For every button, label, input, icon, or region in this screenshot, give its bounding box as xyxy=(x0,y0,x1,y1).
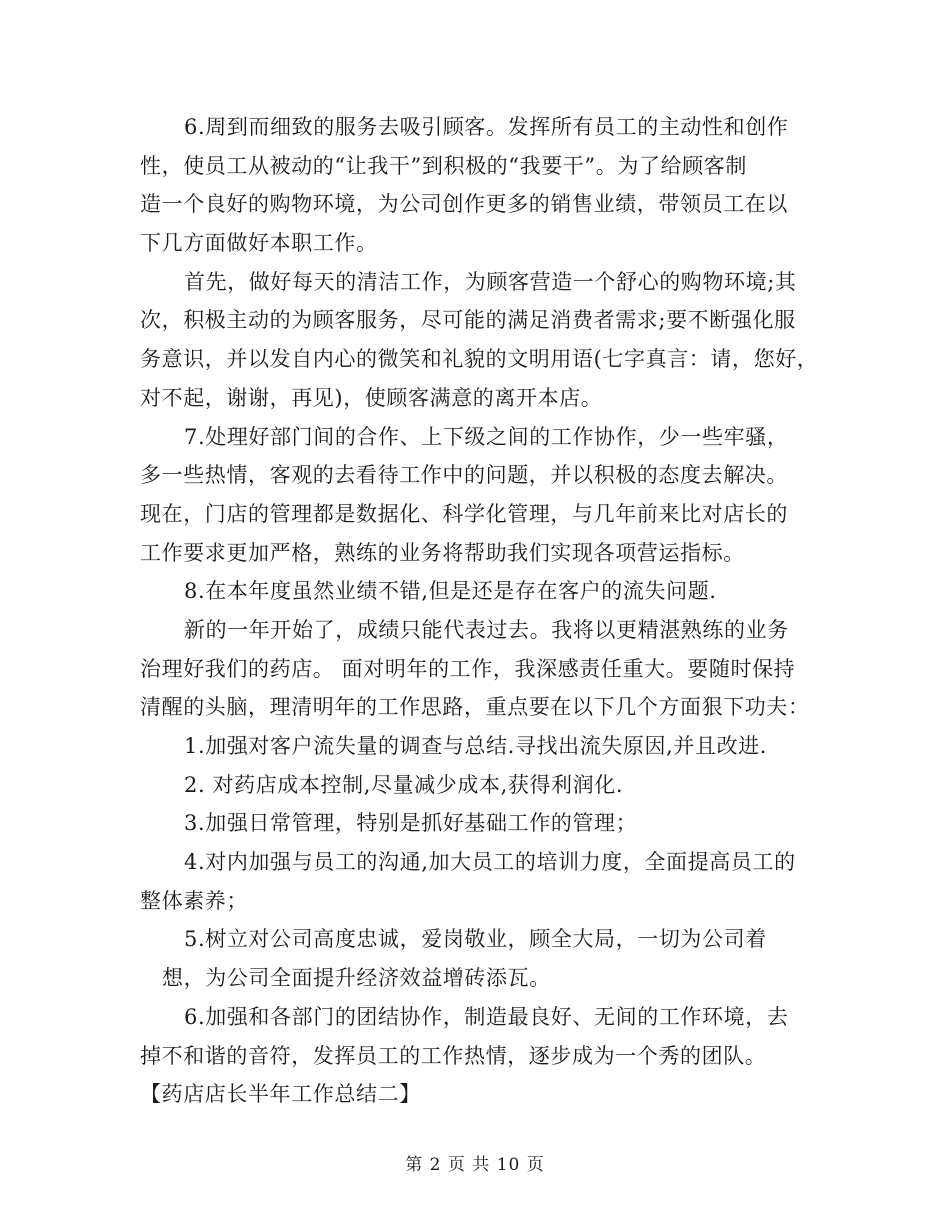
text-line: 首先，做好每天的清洁工作，为顾客营造一个舒心的购物环境;其 xyxy=(184,269,797,294)
text-line: 现在，门店的管理都是数据化、科学化管理，与几年前来比对店长的 xyxy=(140,501,788,526)
text-line: 性，使员工从被动的“让我干”到积极的“我要干”。为了给顾客制 xyxy=(140,153,747,178)
text-line: 治理好我们的药店。 面对明年的工作，我深感责任重大。要随时保持 xyxy=(140,656,796,681)
text-line: 7.处理好部门间的合作、上下级之间的工作协作，少一些牢骚， xyxy=(184,424,789,449)
list-item: 3.加强日常管理，特别是抓好基础工作的管理； xyxy=(184,811,638,836)
text-line: 6.周到而细致的服务去吸引顾客。发挥所有员工的主动性和创作 xyxy=(184,115,789,139)
text-line: 8.在本年度虽然业绩不错,但是还是存在客户的流失问题. xyxy=(184,579,717,604)
list-item: 1.加强对客户流失量的调查与总结.寻找出流失原因,并且改进. xyxy=(184,734,768,758)
text-line: 对不起，谢谢，再见)，使顾客满意的离开本店。 xyxy=(140,385,603,410)
text-line: 整体素养； xyxy=(140,888,248,913)
list-item: 6.加强和各部门的团结协作，制造最良好、无间的工作环境，去 xyxy=(184,1004,789,1029)
text-line: 多一些热情，客观的去看待工作中的问题，并以积极的态度去解决。 xyxy=(140,463,788,488)
text-line: 次，积极主动的为顾客服务，尽可能的满足消费者需求;要不断强化服 xyxy=(140,308,796,333)
section-heading: 【药店店长半年工作总结二】 xyxy=(140,1082,421,1107)
text-line: 清醒的头脑，理清明年的工作思路，重点要在以下几个方面狠下功夫： xyxy=(140,695,810,720)
page-number: 第 2 页 共 10 页 xyxy=(405,1155,545,1175)
text-line: 工作要求更加严格，熟练的业务将帮助我们实现各项营运指标。 xyxy=(140,540,745,565)
text-line: 新的一年开始了，成绩只能代表过去。我将以更精湛熟练的业务 xyxy=(184,617,789,642)
list-item: 5.树立对公司高度忠诚，爱岗敬业，顾全大局，一切为公司着 xyxy=(184,927,767,952)
text-line: 掉不和谐的音符，发挥员工的工作热情，逐步成为一个秀的团队。 xyxy=(140,1043,767,1068)
text-line: 想，为公司全面提升经济效益增砖添瓦。 xyxy=(162,966,551,991)
text-line: 下几方面做好本职工作。 xyxy=(140,231,378,256)
list-item: 2. 对药店成本控制,尽量减少成本,获得利润化. xyxy=(184,772,624,797)
document-body xyxy=(140,108,820,1114)
text-line: 务意识，并以发自内心的微笑和礼貌的文明用语(七字真言：请，您好， xyxy=(140,347,819,372)
list-item: 4.对内加强与员工的沟通,加大员工的培训力度，全面提高员工的 xyxy=(184,850,796,875)
text-line: 造一个良好的购物环境，为公司创作更多的销售业绩，带领员工在以 xyxy=(140,192,788,217)
